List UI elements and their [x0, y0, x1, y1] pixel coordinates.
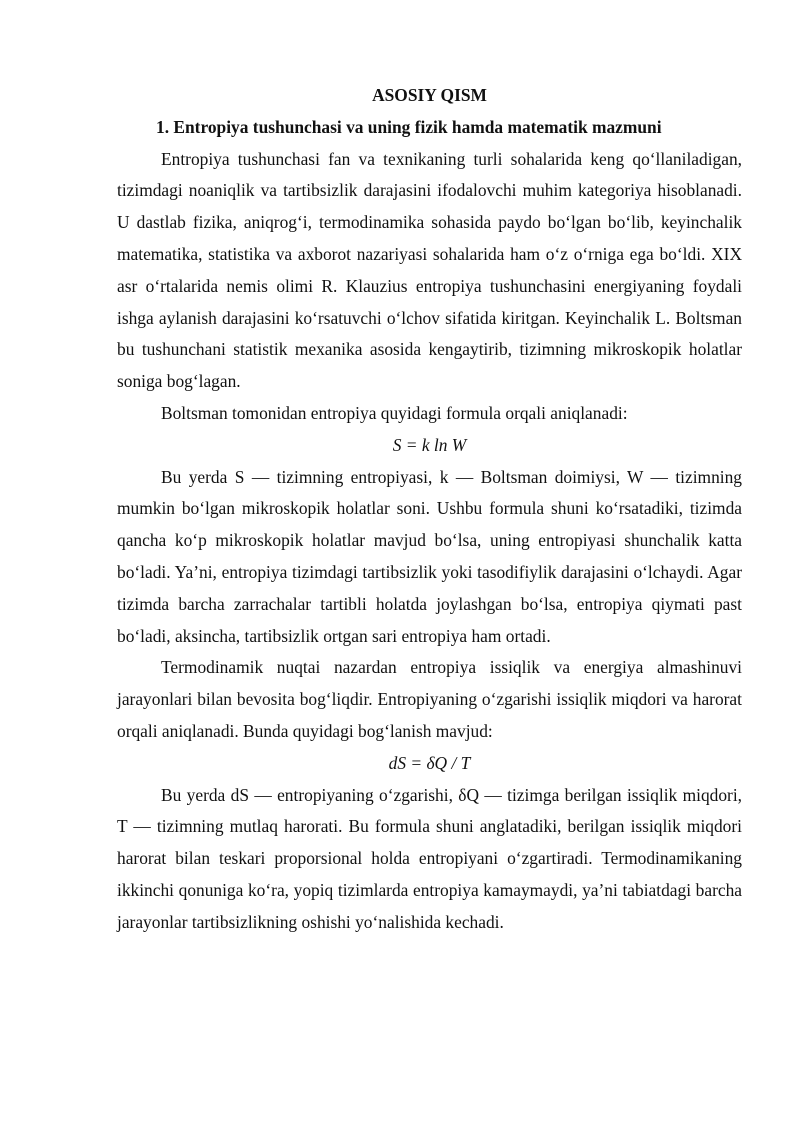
paragraph-second-law: Bu yerda dS — entropiyaning o‘zgarishi, δQ — tizimga berilgan issiqlik miqdori, T — tizimning mutlaq harorati. Bu formula shuni anglatadiki, berilgan issiqlik miqdori harorat bilan teskari proporsional holda entropiyani o‘zgartiradi. Termodinamikaning ikkinchi qonuniga ko‘ra, yopiq tizimlarda entropiya kamaymaydi, ya’ni tabiatdagi barcha jarayonlar tartibsizlikning oshishi yo‘nalishida kechadi. [117, 784, 742, 932]
formula-entropy-change: dS = δQ / T [388, 752, 471, 773]
section-title: 1. Entropiya tushunchasi va uning fizik hamda matematik mazmuni [156, 116, 662, 137]
paragraph-boltzmann-intro: Boltsman tomonidan entropiya quyidagi formula orqali aniqlanadi: [161, 402, 628, 423]
paragraph-thermodynamic-view: Termodinamik nuqtai nazardan entropiya issiqlik va energiya almashinuvi jarayonlari bilan bevosita bog‘liqdir. Entropiyaning o‘zgarishi issiqlik miqdori va harorat orqali aniqlanadi. Bunda quyidagi bog‘lanish mavjud: [117, 657, 742, 741]
paragraph-intro: Entropiya tushunchasi fan va texnikaning turli sohalarida keng qo‘llaniladigan, tizimdagi noaniqlik va tartibsizlik darajasini ifodalovchi muhim kategoriya hisoblanadi. U dastlab fizika, aniqrog‘i, termodinamika sohasida paydo bo‘lgan bo‘lib, keyinchalik matematika, statistika va axborot nazariyasi sohalarida ham o‘z o‘rniga ega bo‘ldi. XIX asr o‘rtalarida nemis olimi R. Klauzius entropiya tushunchasini energiyaning foydali ishga aylanish darajasini ko‘rsatuvchi o‘lchov sifatida kiritgan. Keyinchalik L. Boltsman bu tushunchani statistik mexanika asosida kengaytirib, tizimning mikroskopik holatlar soniga bog‘lagan. [117, 148, 742, 392]
document-body [117, 80, 742, 939]
formula-boltzmann-entropy: S = k ln W [392, 434, 467, 455]
page-heading: ASOSIY QISM [372, 85, 487, 105]
paragraph-formula-explanation: Bu yerda S — tizimning entropiyasi, k — Boltsman doimiysi, W — tizimning mumkin bo‘lgan mikroskopik holatlar soni. Ushbu formula shuni ko‘rsatadiki, tizimda qancha ko‘p mikroskopik holatlar mavjud bo‘lsa, uning entropiyasi shunchalik katta bo‘ladi. Ya’ni, entropiya tizimdagi tartibsizlik yoki tasodifiylik darajasini o‘lchaydi. Agar tizimda barcha zarrachalar tartibli holatda joylashgan bo‘lsa, entropiya qiymati past bo‘ladi, aksincha, tartibsizlik ortgan sari entropiya ham ortadi. [117, 466, 742, 646]
